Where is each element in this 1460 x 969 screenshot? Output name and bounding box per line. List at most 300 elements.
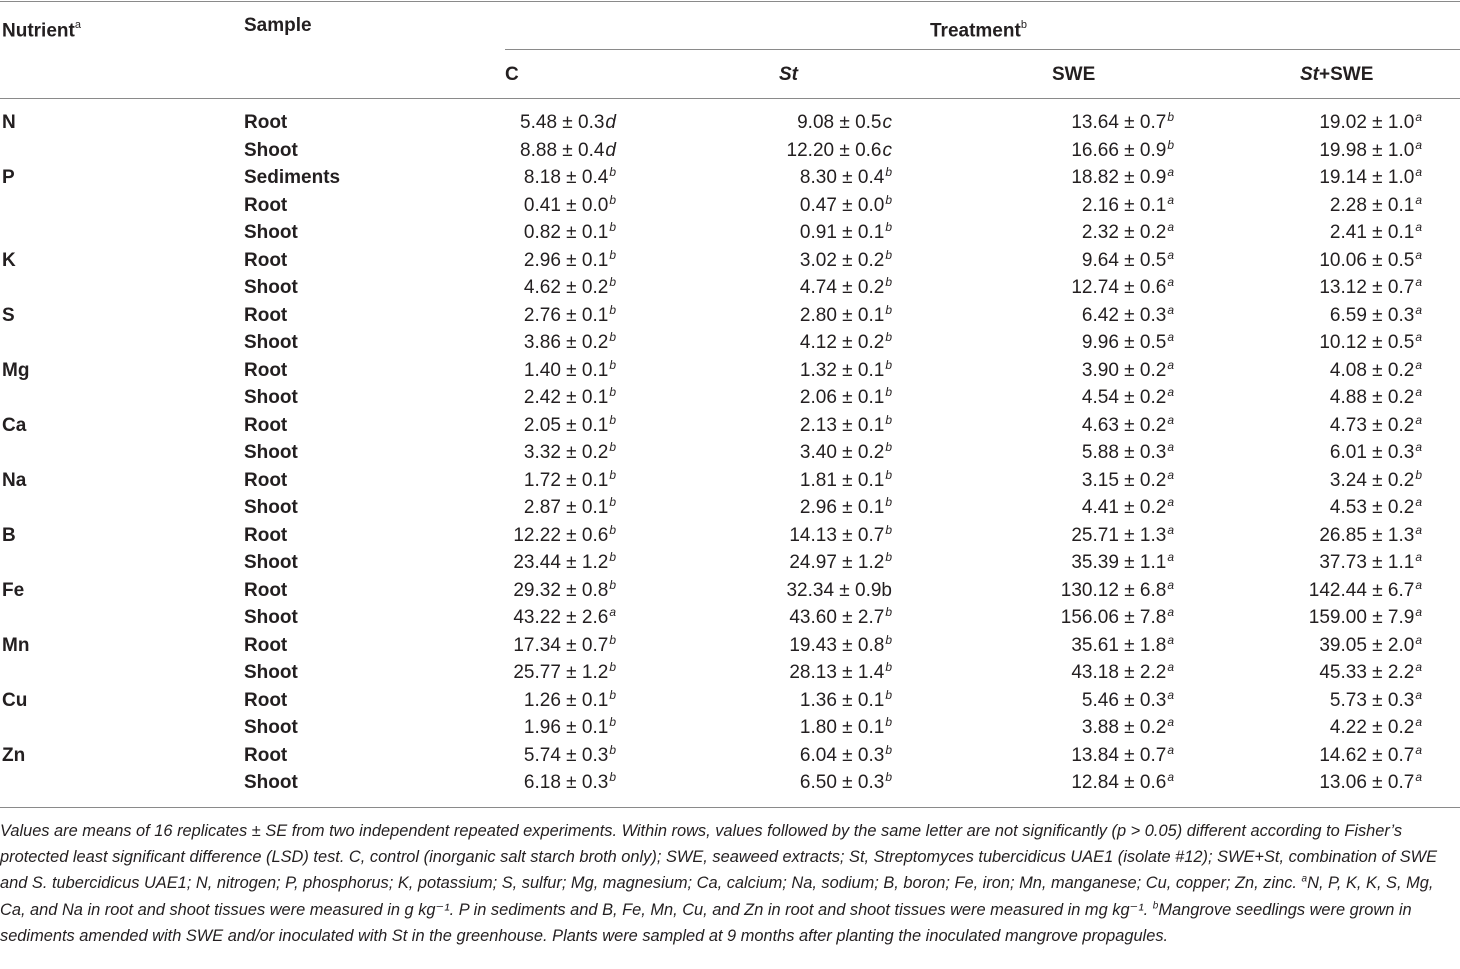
value-number: 1.81 ± 0.1 xyxy=(799,469,885,491)
significance-letter: a xyxy=(1167,192,1174,207)
value-number: 2.80 ± 0.1 xyxy=(799,304,885,326)
value-cell xyxy=(1330,714,1422,744)
sample-cell: Shoot xyxy=(244,387,298,408)
value-number: 26.85 ± 1.3 xyxy=(1319,524,1415,546)
significance-letter: b xyxy=(885,605,892,619)
value-cell xyxy=(1319,109,1422,139)
value-number: 35.39 ± 1.1 xyxy=(1071,552,1167,573)
significance-letter: b xyxy=(885,330,892,344)
significance-letter: a xyxy=(1415,412,1422,427)
value-cell xyxy=(1330,192,1422,222)
value-number: 9.08 ± 0.5 xyxy=(797,112,882,133)
header-treatment-sup: b xyxy=(1020,19,1027,31)
value-number: 29.32 ± 0.8 xyxy=(513,579,609,601)
significance-letter: b xyxy=(885,247,892,262)
value-cell xyxy=(800,714,892,744)
significance-letter: b xyxy=(1415,467,1422,482)
significance-letter: a xyxy=(1167,357,1174,372)
footnote-part-2: N, P, K, K, S, Mg, Ca, and Na in root and shoot tissues were measured in g kg⁻¹. P in sediments and B, Fe, Mn, Cu, and Zn in root and shoot tissues were measured in mg kg⁻¹. xyxy=(0,874,1434,919)
value-number: 2.28 ± 0.1 xyxy=(1329,194,1415,216)
value-cell xyxy=(524,467,616,497)
value-cell xyxy=(513,522,616,552)
table-row xyxy=(0,439,1460,467)
value-number: 13.12 ± 0.7 xyxy=(1319,277,1415,298)
significance-letter: c xyxy=(882,139,892,161)
value-cell xyxy=(1082,219,1174,249)
value-number: 4.08 ± 0.2 xyxy=(1329,359,1415,381)
table-row xyxy=(0,192,1460,220)
significance-letter: b xyxy=(609,522,616,537)
value-cell xyxy=(1319,274,1422,304)
table-row xyxy=(0,412,1460,440)
value-cell xyxy=(1319,247,1422,277)
sample-cell: Root xyxy=(244,634,288,656)
significance-letter: b xyxy=(885,165,892,179)
significance-letter: a xyxy=(1415,165,1422,179)
value-number: 43.22 ± 2.6 xyxy=(513,607,609,628)
table-top-rule xyxy=(0,1,1460,2)
value-number: 3.02 ± 0.2 xyxy=(799,249,885,271)
significance-letter: b xyxy=(885,742,892,757)
value-number: 43.18 ± 2.2 xyxy=(1071,662,1167,683)
header-col-swe-label: SWE xyxy=(1052,64,1096,85)
sample-cell: Shoot xyxy=(244,717,298,738)
value-number: 19.43 ± 0.8 xyxy=(789,634,885,656)
value-number: 24.97 ± 1.2 xyxy=(789,552,885,573)
value-cell xyxy=(789,522,892,552)
value-cell xyxy=(520,137,616,165)
significance-letter: a xyxy=(1167,632,1174,647)
table-footnote xyxy=(0,818,1456,949)
value-cell xyxy=(1082,467,1174,497)
significance-letter: b xyxy=(885,550,892,564)
value-number: 0.47 ± 0.0 xyxy=(799,194,885,216)
table-row xyxy=(0,494,1460,522)
table-row xyxy=(0,302,1460,330)
significance-letter: b xyxy=(885,522,892,537)
significance-letter: a xyxy=(1415,302,1422,317)
significance-letter: b xyxy=(609,577,616,592)
value-number: 3.90 ± 0.2 xyxy=(1081,359,1167,381)
header-col-c xyxy=(505,63,519,87)
value-cell xyxy=(789,604,892,634)
sample-cell: Root xyxy=(244,359,288,381)
significance-letter: d xyxy=(605,112,616,133)
significance-letter: b xyxy=(609,247,616,262)
significance-letter: a xyxy=(1415,440,1422,454)
header-col-stswe-rest: +SWE xyxy=(1319,64,1374,85)
significance-letter: a xyxy=(1415,577,1422,592)
value-number: 2.42 ± 0.1 xyxy=(523,387,609,408)
value-number: 5.73 ± 0.3 xyxy=(1329,689,1415,711)
value-number: 8.18 ± 0.4 xyxy=(523,167,609,188)
value-cell xyxy=(1082,494,1174,524)
value-cell xyxy=(524,247,616,277)
value-number: 6.18 ± 0.3 xyxy=(523,772,609,793)
value-number: 4.12 ± 0.2 xyxy=(799,332,885,353)
value-cell xyxy=(1319,659,1422,689)
value-cell xyxy=(524,274,616,304)
footnote-part-3: Mangrove seedlings were grown in sediments amended with SWE and/or inoculated with St in the greenhouse. Plants were sampled at 9 months after planting the inoculated mangrove propagules. xyxy=(0,900,1412,945)
nutrient-cell: N xyxy=(2,112,16,133)
table-row xyxy=(0,384,1460,412)
significance-letter: a xyxy=(1167,715,1174,729)
significance-letter: a xyxy=(1415,687,1422,702)
value-cell xyxy=(800,769,892,799)
value-number: 8.88 ± 0.4 xyxy=(520,139,605,161)
nutrient-cell: Cu xyxy=(2,689,28,711)
sample-cell: Shoot xyxy=(244,497,298,518)
value-cell xyxy=(800,219,892,249)
value-cell xyxy=(1061,577,1174,607)
value-number: 14.13 ± 0.7 xyxy=(789,524,885,546)
table-row xyxy=(0,219,1460,247)
sample-cell: Root xyxy=(244,579,288,601)
significance-letter: b xyxy=(609,770,616,784)
table-row xyxy=(0,137,1460,165)
value-cell xyxy=(800,302,892,332)
sample-cell: Root xyxy=(244,304,288,326)
value-number: 3.24 ± 0.2 xyxy=(1329,469,1415,491)
significance-letter: b xyxy=(885,715,892,729)
value-cell xyxy=(800,164,892,194)
significance-letter: a xyxy=(1415,660,1422,674)
value-number: 1.40 ± 0.1 xyxy=(523,359,609,381)
nutrient-cell: K xyxy=(2,249,16,271)
nutrient-cell: Fe xyxy=(2,579,25,601)
table-row xyxy=(0,769,1460,797)
value-number: 3.88 ± 0.2 xyxy=(1081,717,1167,738)
value-cell xyxy=(1330,494,1422,524)
value-cell xyxy=(800,274,892,304)
footnote-sup-a: a xyxy=(1301,873,1308,885)
significance-letter: a xyxy=(1167,412,1174,427)
value-number: 0.82 ± 0.1 xyxy=(523,222,609,243)
sample-cell: Root xyxy=(244,249,288,271)
significance-letter: b xyxy=(885,275,892,289)
significance-letter: a xyxy=(1415,275,1422,289)
value-number: 37.73 ± 1.1 xyxy=(1319,552,1415,573)
value-cell xyxy=(1071,549,1174,579)
sample-cell: Shoot xyxy=(244,442,298,463)
value-number: 9.96 ± 0.5 xyxy=(1081,332,1167,353)
sample-cell: Shoot xyxy=(244,277,298,298)
value-cell xyxy=(513,549,616,579)
table-row xyxy=(0,577,1460,605)
significance-letter: a xyxy=(1415,330,1422,344)
value-number: 130.12 ± 6.8 xyxy=(1060,579,1167,601)
significance-letter: a xyxy=(1167,302,1174,317)
value-cell xyxy=(1319,137,1422,167)
value-cell xyxy=(797,109,892,137)
value-number: 5.88 ± 0.3 xyxy=(1081,442,1167,463)
nutrient-cell: Mg xyxy=(2,359,30,381)
value-number: 2.05 ± 0.1 xyxy=(523,414,609,436)
significance-letter: b xyxy=(609,715,616,729)
sample-cell: Root xyxy=(244,689,288,711)
value-cell xyxy=(800,687,892,717)
value-number: 0.41 ± 0.0 xyxy=(523,194,609,216)
table-row xyxy=(0,632,1460,660)
value-number: 4.41 ± 0.2 xyxy=(1081,497,1167,518)
value-number: 2.96 ± 0.1 xyxy=(523,249,609,271)
significance-letter: a xyxy=(1167,495,1174,509)
table-row xyxy=(0,357,1460,385)
significance-letter: b xyxy=(885,385,892,399)
significance-letter: a xyxy=(1167,577,1174,592)
nutrient-cell: S xyxy=(2,304,15,326)
significance-letter: b xyxy=(609,192,616,207)
value-cell xyxy=(524,439,616,469)
value-number: 13.64 ± 0.7 xyxy=(1071,112,1167,133)
sample-cell: Sediments xyxy=(244,167,341,188)
significance-letter: a xyxy=(1167,522,1174,537)
value-cell xyxy=(1330,357,1422,387)
significance-letter: b xyxy=(885,495,892,509)
significance-letter: a xyxy=(1415,247,1422,262)
significance-letter: a xyxy=(1167,605,1174,619)
significance-letter: b xyxy=(609,412,616,427)
value-cell xyxy=(513,659,616,689)
header-col-st xyxy=(779,63,798,87)
header-nutrient-label: Nutrient xyxy=(2,20,75,42)
significance-letter: b xyxy=(609,660,616,674)
sample-cell: Root xyxy=(244,414,288,436)
value-cell xyxy=(524,164,616,194)
significance-letter: b xyxy=(609,302,616,317)
value-cell xyxy=(1082,302,1174,332)
value-cell xyxy=(1071,137,1174,167)
value-cell xyxy=(1071,109,1174,139)
value-number: 6.50 ± 0.3 xyxy=(799,772,885,793)
significance-letter: a xyxy=(1415,220,1422,234)
value-cell xyxy=(1082,247,1174,277)
sample-cell: Root xyxy=(244,744,288,766)
nutrient-cell: Mn xyxy=(2,634,30,656)
value-number: 156.06 ± 7.8 xyxy=(1060,607,1167,628)
header-col-stswe-italic: St xyxy=(1300,64,1319,85)
table-row xyxy=(0,329,1460,357)
nutrient-cell: B xyxy=(2,524,16,546)
value-number: 2.87 ± 0.1 xyxy=(523,497,609,518)
value-number: 12.22 ± 0.6 xyxy=(513,524,609,546)
value-cell xyxy=(800,192,892,222)
header-nutrient-sup: a xyxy=(74,19,81,31)
value-number: 35.61 ± 1.8 xyxy=(1071,634,1167,656)
significance-letter: b xyxy=(1167,110,1174,124)
value-cell xyxy=(524,494,616,524)
footnote-sup-b: b xyxy=(1152,900,1159,912)
header-nutrient xyxy=(2,14,81,43)
value-number: 5.46 ± 0.3 xyxy=(1081,689,1167,711)
value-cell xyxy=(1330,687,1422,717)
value-cell xyxy=(524,192,616,222)
value-number: 18.82 ± 0.9 xyxy=(1071,167,1167,188)
sample-cell: Shoot xyxy=(244,552,298,573)
header-col-c-label: C xyxy=(505,64,519,85)
treatment-subrule xyxy=(505,49,1460,50)
significance-letter: a xyxy=(1415,715,1422,729)
value-number: 2.96 ± 0.1 xyxy=(799,497,885,518)
value-number: 4.54 ± 0.2 xyxy=(1081,387,1167,408)
value-cell xyxy=(1071,274,1174,304)
significance-letter: a xyxy=(1167,742,1174,757)
value-cell xyxy=(1330,219,1422,249)
value-number: 159.00 ± 7.9 xyxy=(1308,607,1415,628)
value-number: 5.48 ± 0.3 xyxy=(520,112,605,133)
value-number: 4.88 ± 0.2 xyxy=(1329,387,1415,408)
sample-cell: Root xyxy=(244,469,288,491)
significance-letter: a xyxy=(1415,550,1422,564)
significance-letter: b xyxy=(609,357,616,372)
significance-letter: a xyxy=(1167,660,1174,674)
value-cell xyxy=(513,604,616,634)
significance-letter: c xyxy=(882,112,892,133)
value-number: 2.41 ± 0.1 xyxy=(1329,222,1415,243)
value-number: 3.86 ± 0.2 xyxy=(523,332,609,353)
value-cell xyxy=(789,632,892,662)
significance-letter: b xyxy=(885,632,892,647)
sample-cell: Shoot xyxy=(244,332,298,353)
value-number: 8.30 ± 0.4 xyxy=(799,167,885,188)
value-number: 14.62 ± 0.7 xyxy=(1319,744,1415,766)
table-row xyxy=(0,522,1460,550)
value-number: 6.04 ± 0.3 xyxy=(799,744,885,766)
significance-letter: a xyxy=(1167,467,1174,482)
significance-letter: b xyxy=(885,302,892,317)
value-number: 4.63 ± 0.2 xyxy=(1081,414,1167,436)
value-cell xyxy=(1330,302,1422,332)
value-number: 1.36 ± 0.1 xyxy=(799,689,885,711)
value-number: 19.14 ± 1.0 xyxy=(1319,167,1415,188)
header-treatment xyxy=(930,14,1027,43)
sample-cell: Shoot xyxy=(244,607,298,628)
value-number: 12.84 ± 0.6 xyxy=(1071,772,1167,793)
value-number: 1.96 ± 0.1 xyxy=(523,717,609,738)
value-cell xyxy=(524,384,616,414)
value-cell xyxy=(800,439,892,469)
value-number: 4.73 ± 0.2 xyxy=(1329,414,1415,436)
table-row xyxy=(0,687,1460,715)
value-cell xyxy=(800,384,892,414)
value-cell xyxy=(1082,329,1174,359)
value-cell xyxy=(524,742,616,772)
value-number: 2.13 ± 0.1 xyxy=(799,414,885,436)
header-bottom-rule xyxy=(0,98,1460,99)
significance-letter: a xyxy=(1167,165,1174,179)
value-cell xyxy=(1319,632,1422,662)
value-cell xyxy=(1082,439,1174,469)
value-number: 16.66 ± 0.9 xyxy=(1071,139,1167,161)
value-number: 19.02 ± 1.0 xyxy=(1319,112,1415,133)
significance-letter: a xyxy=(1167,247,1174,262)
significance-letter: a xyxy=(1415,770,1422,784)
table-row xyxy=(0,659,1460,687)
value-number: 2.06 ± 0.1 xyxy=(799,387,885,408)
value-cell xyxy=(1071,632,1174,662)
significance-letter: b xyxy=(609,385,616,399)
significance-letter: b xyxy=(885,412,892,427)
significance-letter: a xyxy=(1415,137,1422,152)
value-number: 3.32 ± 0.2 xyxy=(523,442,609,463)
value-cell xyxy=(524,687,616,717)
significance-letter: b xyxy=(609,165,616,179)
table-row xyxy=(0,274,1460,302)
nutrient-cell: Na xyxy=(2,469,27,491)
value-cell xyxy=(787,137,892,165)
value-number: 3.40 ± 0.2 xyxy=(799,442,885,463)
value-cell xyxy=(1071,659,1174,689)
value-cell xyxy=(789,659,892,689)
value-cell xyxy=(1309,604,1422,634)
significance-letter: b xyxy=(609,467,616,482)
header-sample-label: Sample xyxy=(244,15,312,36)
value-number: 6.01 ± 0.3 xyxy=(1329,442,1415,463)
value-cell xyxy=(1319,742,1422,772)
value-cell xyxy=(524,412,616,442)
significance-letter: b xyxy=(885,192,892,207)
sample-cell: Shoot xyxy=(244,662,298,683)
value-cell xyxy=(520,109,616,137)
value-number: 32.34 ± 0.9b xyxy=(786,579,892,601)
significance-letter: a xyxy=(1167,220,1174,234)
significance-letter: d xyxy=(605,139,616,161)
significance-letter: b xyxy=(609,275,616,289)
value-cell xyxy=(800,357,892,387)
value-cell xyxy=(1082,687,1174,717)
significance-letter: b xyxy=(885,220,892,234)
value-cell xyxy=(524,714,616,744)
value-number: 12.74 ± 0.6 xyxy=(1071,277,1167,298)
value-number: 0.91 ± 0.1 xyxy=(799,222,885,243)
value-cell xyxy=(1319,769,1422,799)
value-cell xyxy=(1309,577,1422,607)
sample-cell: Shoot xyxy=(244,772,298,793)
value-cell xyxy=(1330,439,1422,469)
value-number: 4.53 ± 0.2 xyxy=(1329,497,1415,518)
value-cell xyxy=(524,302,616,332)
significance-letter: a xyxy=(1167,385,1174,399)
value-number: 10.06 ± 0.5 xyxy=(1319,249,1415,271)
value-number: 4.62 ± 0.2 xyxy=(523,277,609,298)
value-cell xyxy=(1319,329,1422,359)
value-cell xyxy=(513,577,616,607)
significance-letter: a xyxy=(1167,687,1174,702)
value-cell xyxy=(1071,742,1174,772)
significance-letter: a xyxy=(1415,605,1422,619)
header-sample xyxy=(244,14,312,38)
significance-letter: b xyxy=(885,357,892,372)
nutrient-cell: P xyxy=(2,167,15,188)
significance-letter: b xyxy=(609,550,616,564)
value-cell xyxy=(524,769,616,799)
value-number: 142.44 ± 6.7 xyxy=(1308,579,1415,601)
value-cell xyxy=(1082,412,1174,442)
value-number: 19.98 ± 1.0 xyxy=(1319,139,1415,161)
value-cell xyxy=(1071,522,1174,552)
significance-letter: b xyxy=(885,770,892,784)
significance-letter: a xyxy=(609,605,616,619)
table-bottom-rule xyxy=(0,807,1460,808)
table-row xyxy=(0,604,1460,632)
value-cell xyxy=(513,632,616,662)
significance-letter: a xyxy=(1415,357,1422,372)
significance-letter: a xyxy=(1415,742,1422,757)
value-number: 6.59 ± 0.3 xyxy=(1329,304,1415,326)
table-row xyxy=(0,549,1460,577)
significance-letter: b xyxy=(609,330,616,344)
sample-cell: Shoot xyxy=(244,139,298,161)
